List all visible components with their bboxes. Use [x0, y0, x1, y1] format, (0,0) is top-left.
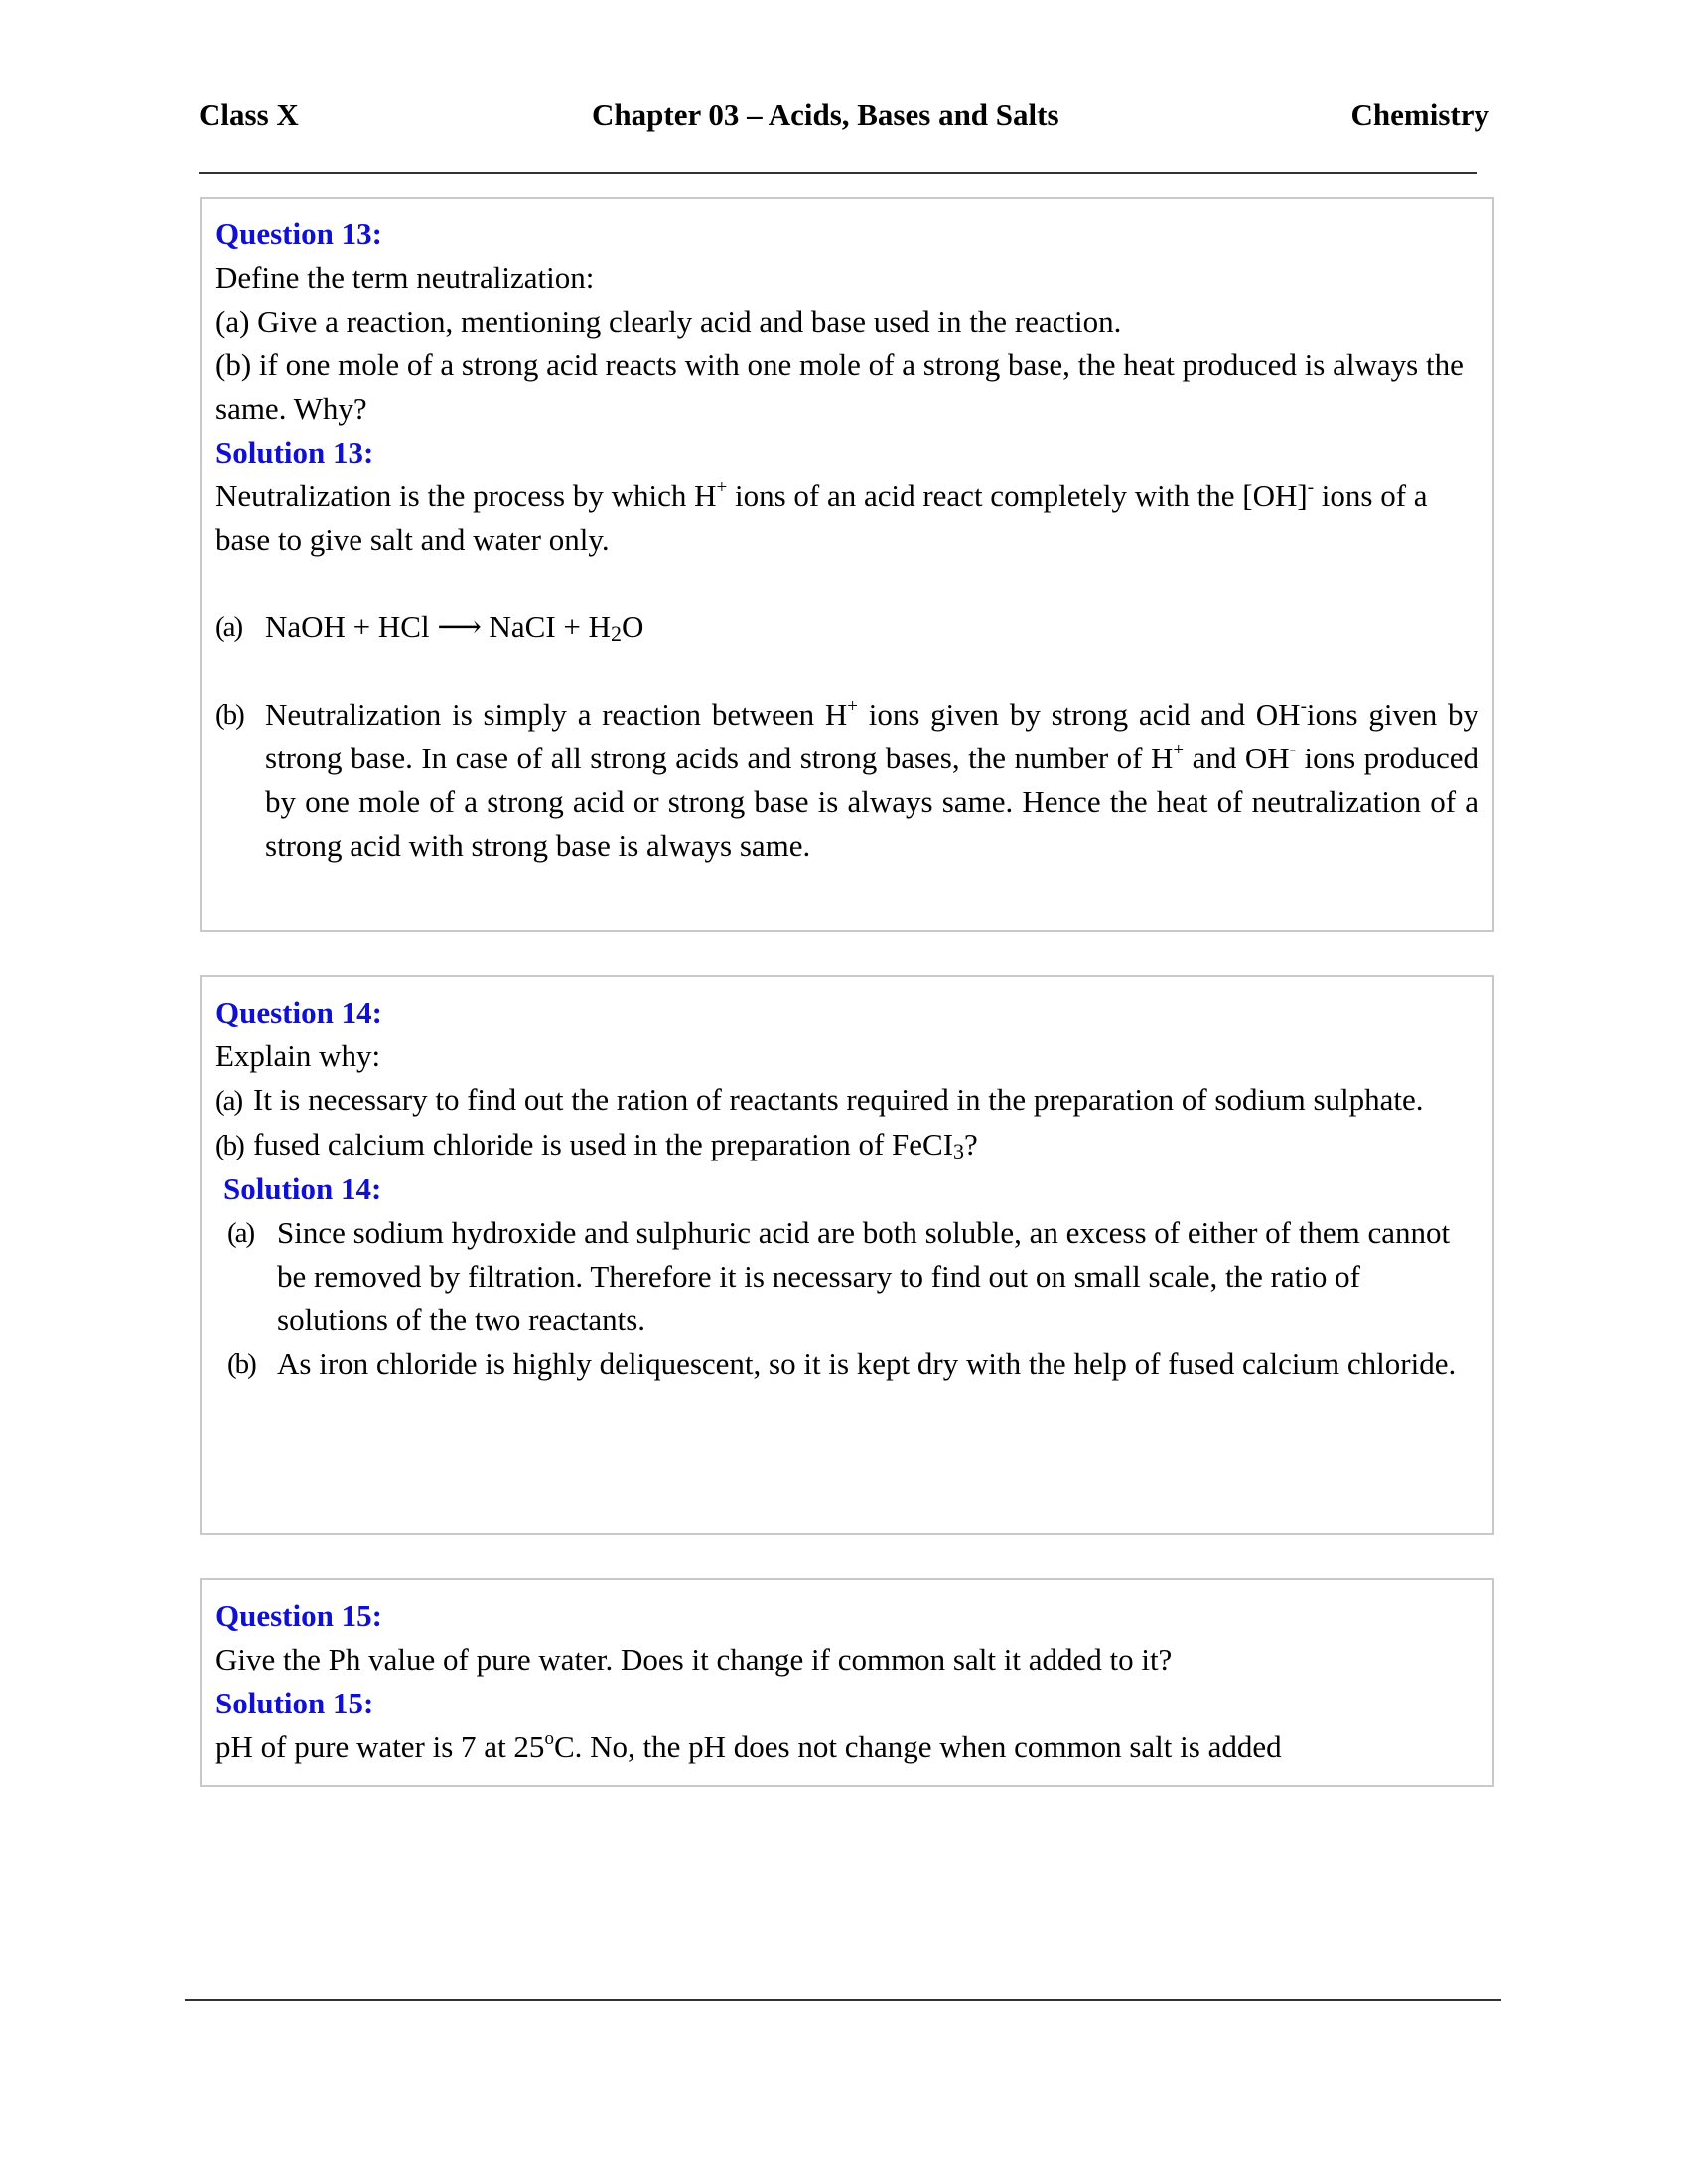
text-run: ions of an acid react completely with the [OH] [727, 478, 1308, 513]
answer-label: (b) [227, 1348, 255, 1380]
chapter-title: Chapter 03 – Acids, Bases and Salts [592, 97, 1059, 132]
spacer [215, 649, 1478, 693]
subscript: 2 [611, 621, 623, 646]
part-text: ? [964, 1127, 978, 1161]
text-run: Neutralization is simply a reaction between H [265, 697, 848, 732]
question-14-part-a [215, 1078, 1478, 1123]
answer-label: (a) [215, 612, 242, 643]
solution-15-text [215, 1725, 1478, 1769]
part-text: if one mole of a strong acid reacts with one mole of a strong base, the heat produced is always the same. Why? [215, 347, 1464, 426]
superscript: + [716, 477, 728, 498]
part-label: (a) [215, 1085, 242, 1117]
question-15-heading: Question 15: [215, 1598, 382, 1633]
text-run: ions produced by one mole of a strong acid or strong base is always same. Hence the heat of neutralization of a strong acid with strong base is always same. [265, 741, 1478, 863]
solution-13-part-b [215, 693, 1478, 868]
equation-text: NaOH + HCl ⟶ NaCI + H [265, 610, 612, 644]
text-run: Neutralization is the process by which H [215, 478, 717, 513]
subscript: 3 [953, 1139, 965, 1163]
superscript: o [544, 1727, 554, 1749]
solution-13-heading: Solution 13: [215, 435, 374, 470]
part-label: (b) [215, 1130, 243, 1161]
page-header [199, 97, 1489, 147]
part-text: It is necessary to find out the ration of reactants required in the preparation of sodium sulphate. [253, 1082, 1424, 1117]
question-13-box [200, 197, 1494, 932]
spacer [215, 562, 1478, 606]
text-run: ions given by strong base. In case of all strong acids and strong bases, the number of H [265, 697, 1478, 775]
superscript: - [1289, 739, 1296, 760]
answer-label: (b) [215, 699, 243, 731]
superscript: - [1300, 695, 1307, 717]
text-run: C. No, the pH does not change when common salt is added [553, 1729, 1282, 1764]
solution-13-part-a [215, 606, 1478, 649]
text-run: pH of pure water is 7 at 25 [215, 1729, 545, 1764]
text-run: ions given by strong acid and OH [857, 697, 1301, 732]
header-divider [199, 172, 1477, 174]
answer-label: (a) [227, 1217, 254, 1249]
question-14-box [200, 975, 1494, 1535]
footer-divider [185, 1999, 1501, 2001]
question-13-heading: Question 13: [215, 216, 382, 251]
question-15-box [200, 1578, 1494, 1787]
superscript: + [1173, 739, 1185, 760]
question-13-part-a [215, 300, 1478, 343]
solution-15-heading: Solution 15: [215, 1686, 374, 1720]
question-15-text: Give the Ph value of pure water. Does it change if common salt it added to it? [215, 1642, 1173, 1677]
solution-14-part-a [215, 1211, 1478, 1342]
superscript: - [1307, 477, 1315, 498]
question-13-part-b [215, 343, 1478, 431]
solution-14-part-b [215, 1342, 1478, 1386]
answer-text: As iron chloride is highly deliquescent, so it is kept dry with the help of fused calcium chloride. [277, 1346, 1457, 1381]
solution-13-definition [215, 475, 1478, 562]
part-label: (b) [215, 347, 252, 382]
solution-14-heading: Solution 14: [223, 1171, 382, 1206]
part-text: fused calcium chloride is used in the preparation of FeCI [253, 1127, 954, 1161]
subject-label: Chemistry [1350, 97, 1489, 132]
equation-text: O [622, 610, 644, 644]
question-13-text: Define the term neutralization: [215, 260, 595, 295]
text-run: ions of a base to give salt and water only. [215, 478, 1428, 557]
question-14-heading: Question 14: [215, 995, 382, 1029]
text-run: and OH [1184, 741, 1290, 775]
superscript: + [847, 695, 858, 717]
question-14-part-b [215, 1123, 1478, 1167]
class-label: Class X [199, 97, 299, 132]
part-text: Give a reaction, mentioning clearly acid and base used in the reaction. [257, 304, 1122, 339]
answer-text: Since sodium hydroxide and sulphuric acid are both soluble, an excess of either of them cannot be removed by filtration. Therefore it is necessary to find out on small scale, the ratio of solutions of the two reactants. [277, 1215, 1451, 1337]
question-14-text: Explain why: [215, 1038, 381, 1073]
part-label: (a) [215, 304, 250, 339]
